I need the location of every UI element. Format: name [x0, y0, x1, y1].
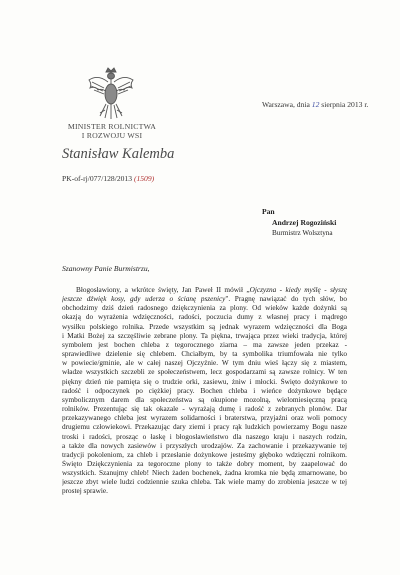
- line-text: okazją do wyrażenia wdzięczności, radości, poczucia dumy z własnej pracy i mądrego: [62, 313, 347, 322]
- line-text: jeszcze zbyt wiele ludzi codziennie szuka chleba. Tak wiele mamy do zrobienia jeszcze w tej: [62, 478, 347, 487]
- line-text: Błogosławiony, a wkrótce święty, Jan Paweł II mówił „: [76, 286, 250, 294]
- letter-body-line: [62, 286, 347, 295]
- line-text: piękny dzień nie pamięta się o trudzie orki, zasiewu, żniw i młocki. Święto dożynkowe to: [62, 377, 347, 386]
- line-text: w powiecie/gminie, ale w całej naszej Ojczyźnie. W tym dniu wieś łączy się z miastem,: [62, 359, 347, 368]
- recipient-position: Burmistrz Wolsztyna: [272, 229, 333, 237]
- letter-body-line: [62, 433, 347, 442]
- line-text: wszystkich. Szanujmy chleb! Niech żaden bochenek, żadna kromka nie będą zmarnowane, bo: [62, 469, 347, 478]
- letter-body-line: [62, 487, 347, 496]
- letter-body-line: [62, 323, 347, 332]
- line-text: a także dla nowych zasiewów i przyszłych urodzajów. Za zachowanie i przekazywanie tej: [62, 441, 347, 450]
- reference-code: PK-of-rj/077/128/2013: [62, 174, 133, 183]
- line-quote: Ojczyzna - kiedy myślę - słyszę: [249, 286, 347, 294]
- letter-body-line: [62, 460, 347, 469]
- letter-body-line: [62, 350, 347, 359]
- line-text: tradycji pokoleniom, za chleb i przesłanie dożynkowe jesteśmy głęboko wdzięczni rolnikom.: [62, 450, 347, 459]
- letter-body-line: [62, 313, 347, 322]
- line-text: drugiemu człowiekowi. Przekazując dary ziemi i pracy rąk ludzkich powierzamy Bogu nasze: [62, 423, 347, 432]
- line-text: troski i radości, prosząc o łaskę i błogosławieństwo dla naszego kraju i naszych rodzin,: [62, 432, 347, 441]
- letter-body-line: [62, 423, 347, 432]
- letter-body-line: [62, 359, 347, 368]
- letter-body-line: [62, 478, 347, 487]
- letter-body-line: [62, 368, 347, 377]
- line-text: obchodzimy dziś dzień radosnego dziękczynienia za plony. Od wieków każde dożynki są: [62, 304, 347, 313]
- recipient-name: Andrzej Rogoziński: [272, 217, 337, 227]
- recipient-title: Pan: [262, 207, 275, 216]
- line-text: radość i odpoczynek po ciężkiej pracy. Bochen chleba i wieńce dożynkowe będące: [62, 386, 347, 395]
- line-quote: jeszcze dźwięk kosy, gdy uderza o ścianę pszenicy: [62, 295, 226, 304]
- ministry-name: [56, 122, 168, 141]
- letter-body: [62, 286, 347, 497]
- letter-body-line: [62, 332, 347, 341]
- reference-number: [62, 174, 154, 183]
- line-text: Święto Dziękczynienia za tegoroczne plony to także dobry moment, by zaapelować do: [62, 459, 347, 468]
- recipient-block: [262, 207, 336, 239]
- date-day-handwritten: 12: [311, 100, 320, 109]
- letter-body-line: [62, 304, 347, 313]
- date-prefix: Warszawa, dnia: [262, 100, 310, 109]
- line-text: wysiłku polskiego rolnika. Przede wszystkim są jednak wyrazem wdzięczności dla Boga: [62, 322, 347, 331]
- line-text: symbolicznym darem dla społeczeństwa są okupione mozolną, wielomiesięczną pracą: [62, 395, 347, 404]
- line-text-after: ". Pragnę nawiązać do tych słów, bo: [225, 295, 347, 304]
- letter-body-line: [62, 414, 347, 423]
- letter-body-line: [62, 378, 347, 387]
- letter-body-line: [62, 396, 347, 405]
- letter-body-line: [62, 451, 347, 460]
- line-text: symbolem jest bochen chleba z tegorocznego ziarna – ma zawsze jeden przekaz -: [62, 340, 347, 349]
- letter-body-line: [62, 295, 347, 304]
- letter-body-line: [62, 341, 347, 350]
- letter-body-line: [62, 387, 347, 396]
- date-suffix: sierpnia 2013 r.: [321, 100, 369, 109]
- line-text: władze wszystkich szczebli ze społeczeństwem, lecz gospodarzami są zawsze rolnicy. W ten: [62, 368, 347, 377]
- ministry-line-2: I ROZWOJU WSI: [81, 131, 143, 141]
- polish-eagle-emblem-icon: [86, 66, 136, 122]
- line-text: sprawiedliwe dzielenie się chlebem. Chciałbym, by ta symbolika triumfowała nie tylko: [62, 350, 347, 359]
- minister-name: Stanisław Kalemba: [62, 146, 175, 162]
- line-text: prostej sprawie.: [62, 487, 108, 496]
- ministry-line-1: MINISTER ROLNICTWA: [67, 122, 157, 131]
- line-text: rolników. Prezentując się tak okazale - wyrażają dumę i radość z zebranych plonów. Dar: [62, 405, 347, 414]
- salutation: Szanowny Panie Burmistrzu,: [62, 264, 150, 273]
- letter-body-line: [62, 469, 347, 478]
- letter-body-line: [62, 442, 347, 451]
- letter-body-line: [62, 405, 347, 414]
- reference-handwritten-number: (1509): [133, 174, 155, 183]
- line-text: przekazywanego chleba jest wyrazem solidarności i braterstwa, przyjaźni oraz woli pomocy: [62, 414, 347, 423]
- letter-date: [262, 100, 368, 109]
- line-text: i Matki Bożej za szczęśliwie zebrane plony. Ta piękna, trwająca przez wieki tradycja, której: [62, 331, 347, 340]
